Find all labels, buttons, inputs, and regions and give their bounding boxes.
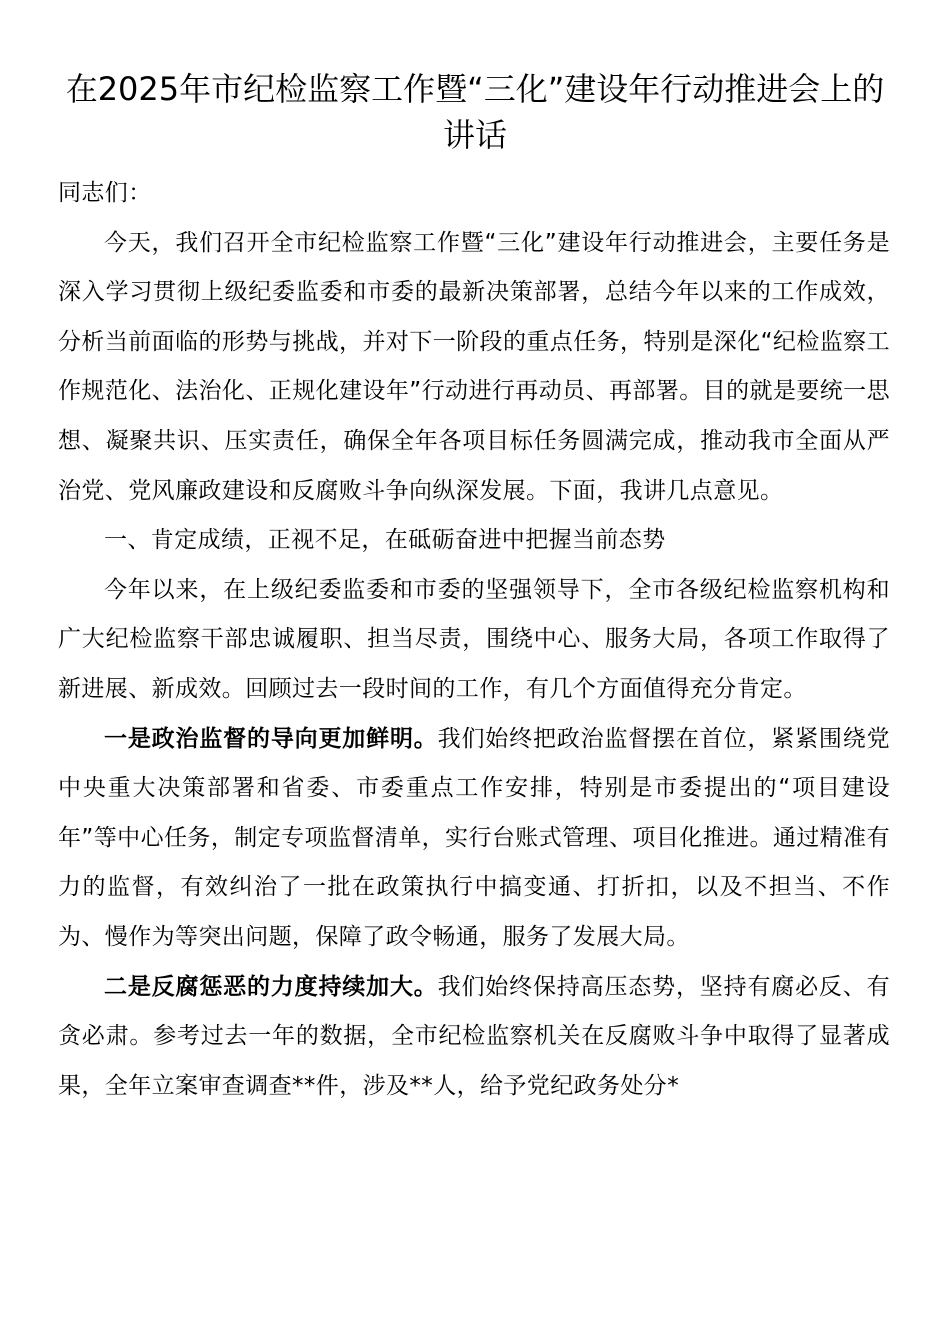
section-heading-1: 一、肯定成绩，正视不足，在砥砺奋进中把握当前态势 (104, 527, 666, 554)
intro-paragraph: 今天，我们召开全市纪检监察工作暨“三化”建设年行动推进会，主要任务是深入学习贯彻上级纪委监委和市委的最新决策部署，总结今年以来的工作成效，分析当前面临的形势与挑战，并对下一阶段的重点任务，特别是深化“纪检监察工作规范化、法治化、正规化建设年”行动进行再动员、再部署。目的就是要统一思想、凝聚共识、压实责任，确保全年各项目标任务圆满完成，推动我市全面从严治党、党风廉政建设和反腐败斗争向纵深发展。下面，我讲几点意见。 (58, 229, 890, 504)
point-lead-1: 一是政治监督的导向更加鲜明。 (104, 725, 438, 752)
point-lead-2: 二是反腐惩恶的力度持续加大。 (104, 973, 438, 1000)
salutation: 同志们： (58, 180, 152, 206)
point-text-2: 我们始终保持高压态势，坚持有腐必反、有贪必肃。参考过去一年的数据，全市纪检监察机关在反腐败斗争中取得了显著成果，全年立案审查调查**件，涉及**人，给予党纪政务处分* (58, 973, 890, 1099)
document-body (58, 169, 890, 1111)
point-text-1: 我们始终把政治监督摆在首位，紧紧围绕党中央重大决策部署和省委、市委重点工作安排，特别是市委提出的“项目建设年”等中心任务，制定专项监督清单，实行台账式管理、项目化推进。通过精准有力的监督，有效纠治了一批在政策执行中搞变通、打折扣，以及不担当、不作为、慢作为等突出问题，保障了政令畅通，服务了发展大局。 (58, 725, 890, 950)
point-paragraph-1 (58, 715, 890, 963)
section1-intro-paragraph: 今年以来，在上级纪委监委和市委的坚强领导下，全市各级纪检监察机构和广大纪检监察干部忠诚履职、担当尽责，围绕中心、服务大局，各项工作取得了新进展、新成效。回顾过去一段时间的工作，有几个方面值得充分肯定。 (58, 576, 890, 702)
point-paragraph-2 (58, 963, 890, 1112)
document-title: 在2025年市纪检监察工作暨“三化”建设年行动推进会上的讲话 (65, 70, 885, 154)
